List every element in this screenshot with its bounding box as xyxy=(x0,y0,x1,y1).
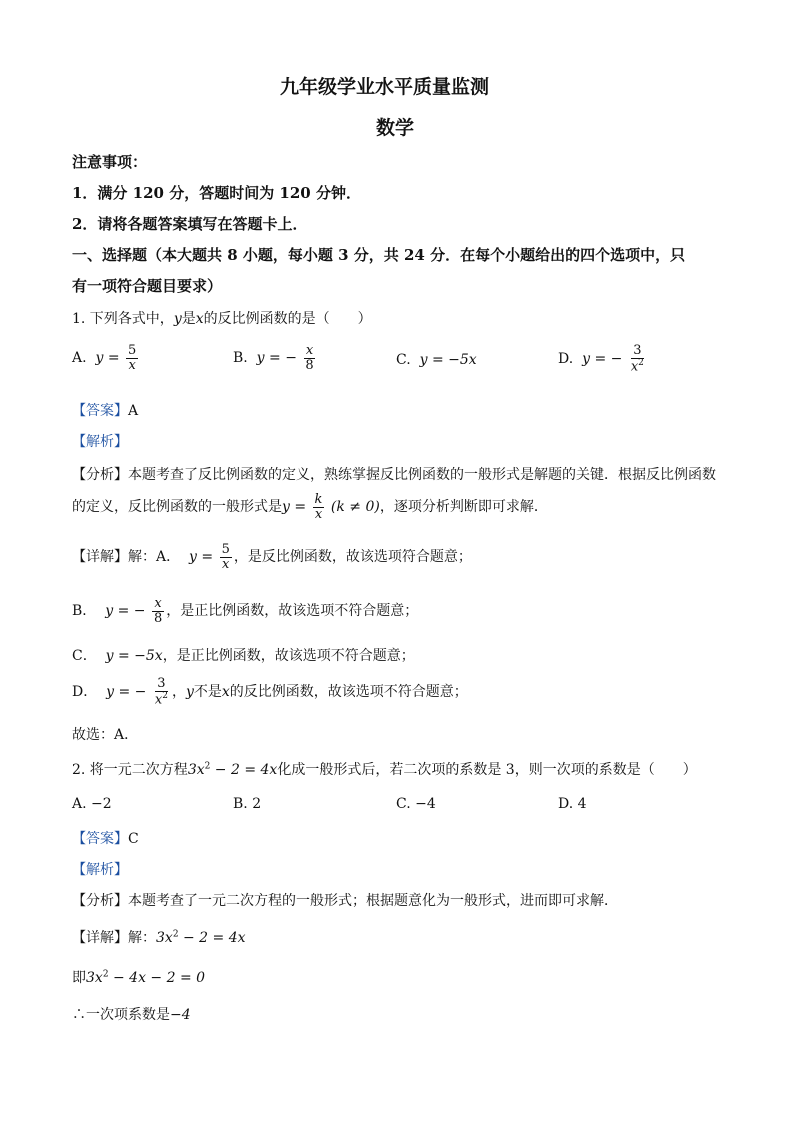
q1-stem: 1. 下列各式中，y是x的反比例函数的是（ ） xyxy=(72,311,372,327)
q2-option-b: B. 2 xyxy=(233,796,262,812)
q1-detail-d: D． y = − $\frac{3}{x^2}$ ，y不是x的反比例函数，故该选项不符合题意； xyxy=(72,676,468,707)
notes-item-2: 2．请将各题答案填写在答题卡上． xyxy=(72,215,308,233)
notes-heading: 注意事项： xyxy=(72,153,148,171)
q2-option-c: C. −4 xyxy=(396,796,436,812)
q1-analysis-tag: 【解析】 xyxy=(72,434,128,450)
exam-title: 九年级学业水平质量监测 xyxy=(280,76,490,98)
q1-option-c: C. y = −5x xyxy=(396,352,477,368)
q2-answer: 【答案】C xyxy=(72,831,139,847)
q1-option-a: A. y = $\frac{5}{x}$ xyxy=(72,343,137,373)
q2-option-d: D. 4 xyxy=(558,796,587,812)
exam-subject: 数学 xyxy=(376,117,415,139)
q2-analysis-tag: 【解析】 xyxy=(72,862,128,878)
q1-fenxi-line2: 的定义，反比例函数的一般形式是y = $\frac{k}{x}$ (k ≠ 0)，逐项分析判断即可求解． xyxy=(72,492,548,522)
q1-answer: 【答案】A xyxy=(72,403,139,419)
q1-fenxi-line1: 【分析】本题考查了反比例函数的定义，熟练掌握反比例函数的一般形式是解题的关键．根据反比例函数 xyxy=(72,467,716,483)
q2-fenxi: 【分析】本题考查了一元二次方程的一般形式；根据题意化为一般形式，进而即可求解． xyxy=(72,893,618,909)
q1-option-d: D. y = − $\frac{3}{x^2}$ xyxy=(558,343,644,374)
notes-item-1: 1．满分 120 分，答题时间为 120 分钟． xyxy=(72,184,361,202)
section-heading-line2: 有一项符合题目要求） xyxy=(72,277,223,295)
q1-detail-b: B． y = − $\frac{x}{8}$ ，是正比例函数，故该选项不符合题意； xyxy=(72,596,419,626)
q2-step: 即$3x^2 - 4x - 2 = 0$ xyxy=(72,969,206,986)
q1-choice: 故选：A． xyxy=(72,727,139,743)
section-heading-line1: 一、选择题（本大题共 8 小题，每小题 3 分，共 24 分．在每个小题给出的四个选项中，只 xyxy=(72,246,686,264)
q1-detail-c: C． y = −5x，是正比例函数，故该选项不符合题意； xyxy=(72,648,415,664)
q2-stem: 2. 将一元二次方程$3x^2 - 2 = 4x$化成一般形式后，若二次项的系数是 3，则一次项的系数是（ ） xyxy=(72,761,697,778)
q1-detail-a: 【详解】解：A． y = $\frac{5}{x}$ ，是反比例函数，故该选项符合题意； xyxy=(72,542,472,572)
q2-option-a: A. −2 xyxy=(72,796,112,812)
q2-detail: 【详解】解：$3x^2 - 2 = 4x$ xyxy=(72,929,246,946)
q1-option-b: B. y = − $\frac{x}{8}$ xyxy=(233,343,314,373)
q2-conclusion: ∴一次项系数是−4 xyxy=(72,1007,191,1023)
